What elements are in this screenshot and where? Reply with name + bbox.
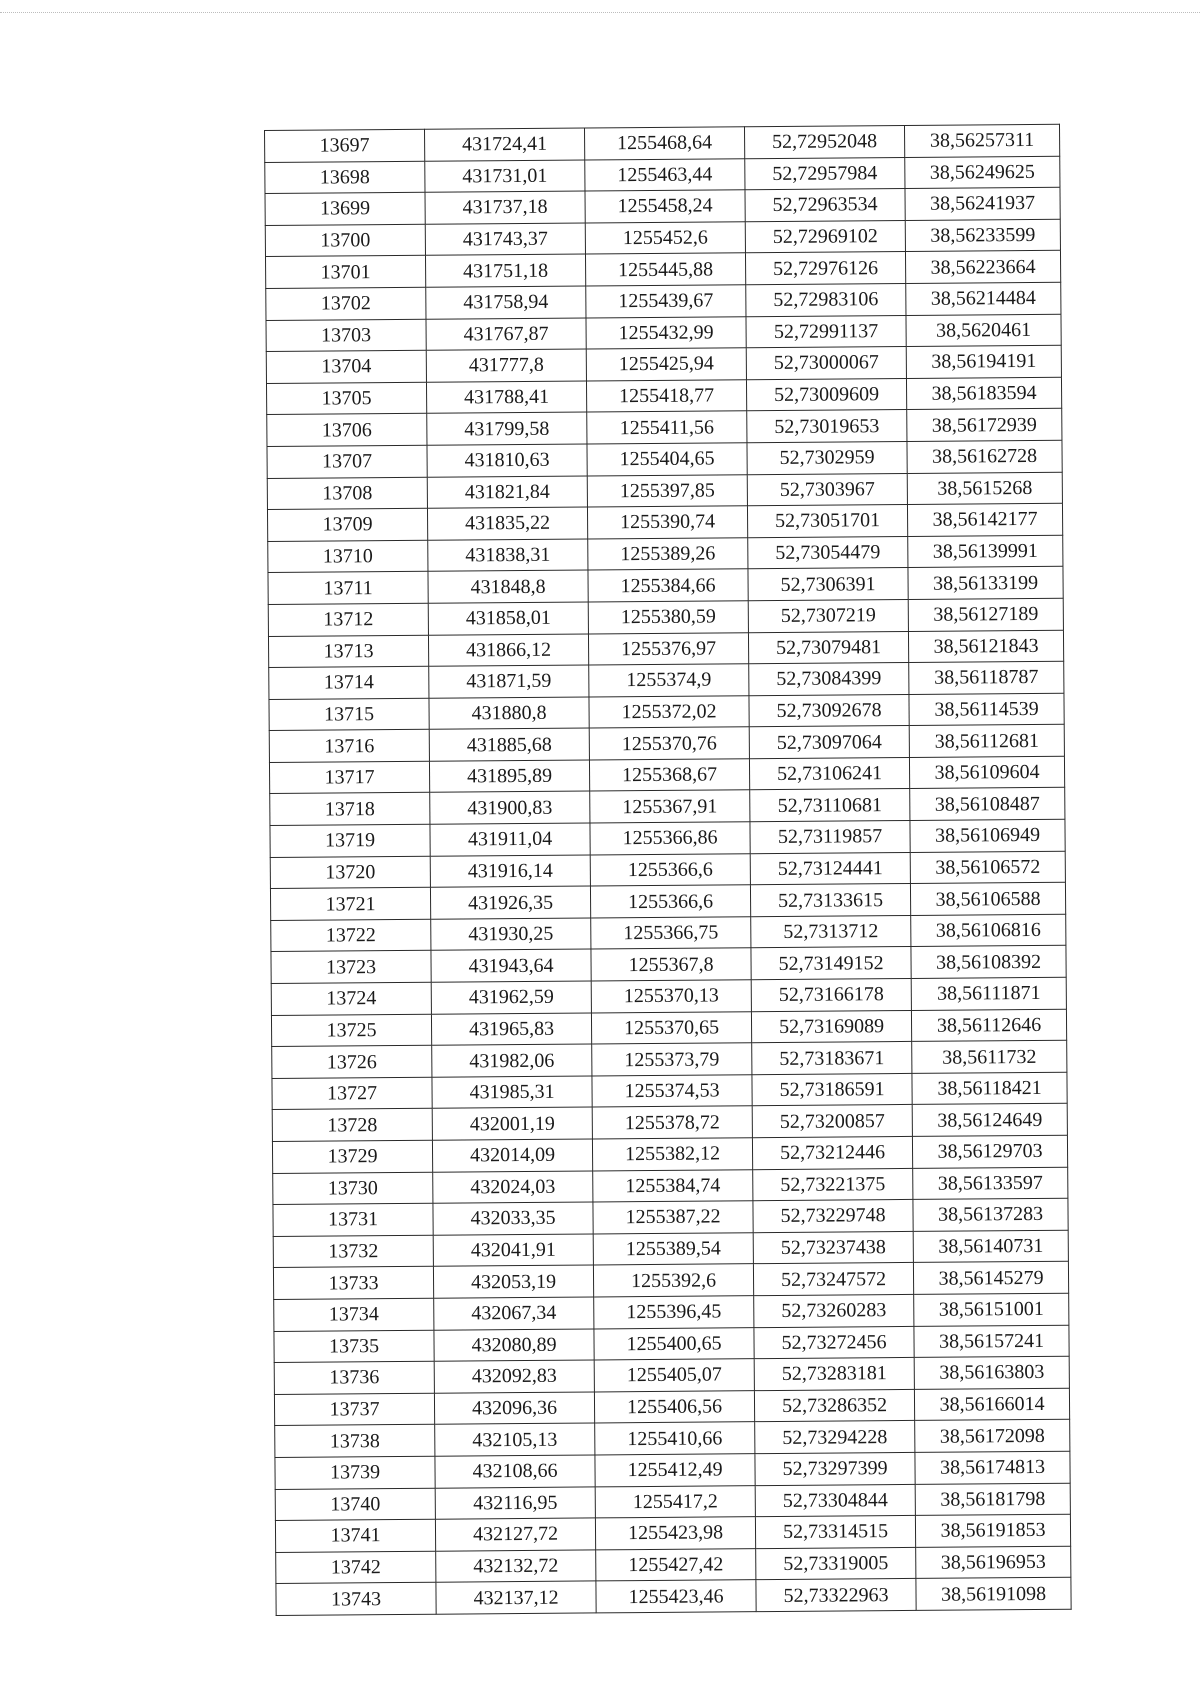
latitude-cell: 52,73106241	[749, 757, 909, 790]
y-coordinate-cell: 1255374,9	[589, 664, 749, 697]
y-coordinate-cell: 1255370,65	[591, 1011, 751, 1044]
y-coordinate-cell: 1255373,79	[592, 1043, 752, 1076]
y-coordinate-cell: 1255412,49	[595, 1454, 755, 1487]
longitude-cell: 38,56112646	[911, 1009, 1066, 1042]
y-coordinate-cell: 1255376,97	[588, 632, 748, 665]
y-coordinate-cell: 1255384,74	[593, 1169, 753, 1202]
latitude-cell: 52,73229748	[753, 1200, 913, 1233]
x-coordinate-cell: 431743,37	[425, 223, 585, 256]
y-coordinate-cell: 1255397,85	[587, 474, 747, 507]
latitude-cell: 52,73294228	[755, 1421, 915, 1454]
longitude-cell: 38,56214484	[906, 282, 1061, 315]
longitude-cell: 38,56191853	[915, 1514, 1070, 1547]
latitude-cell: 52,73084399	[749, 663, 909, 696]
longitude-cell: 38,56162728	[907, 440, 1062, 473]
x-coordinate-cell: 431880,8	[429, 697, 589, 730]
longitude-cell: 38,56151001	[914, 1293, 1069, 1326]
latitude-cell: 52,73297399	[755, 1452, 915, 1485]
point-number-cell: 13701	[265, 256, 425, 289]
latitude-cell: 52,73183671	[752, 1042, 912, 1075]
longitude-cell: 38,5611732	[912, 1040, 1067, 1073]
x-coordinate-cell: 432067,34	[434, 1297, 594, 1330]
y-coordinate-cell: 1255439,67	[586, 285, 746, 318]
x-coordinate-cell: 431858,01	[428, 602, 588, 635]
point-number-cell: 13732	[273, 1235, 433, 1268]
point-number-cell: 13702	[266, 287, 426, 320]
longitude-cell: 38,56106572	[910, 851, 1065, 884]
x-coordinate-cell: 431982,06	[432, 1044, 592, 1077]
latitude-cell: 52,72976126	[745, 252, 905, 285]
latitude-cell: 52,73110681	[750, 789, 910, 822]
x-coordinate-cell: 431810,63	[427, 444, 587, 477]
latitude-cell: 52,73314515	[755, 1516, 915, 1549]
x-coordinate-cell: 432014,09	[432, 1139, 592, 1172]
y-coordinate-cell: 1255374,53	[592, 1075, 752, 1108]
point-number-cell: 13709	[267, 508, 427, 541]
y-coordinate-cell: 1255389,26	[588, 537, 748, 570]
latitude-cell: 52,73124441	[750, 852, 910, 885]
point-number-cell: 13743	[276, 1583, 436, 1616]
point-number-cell: 13697	[265, 129, 425, 162]
point-number-cell: 13711	[268, 572, 428, 605]
latitude-cell: 52,73322963	[756, 1579, 916, 1612]
latitude-cell: 52,73097064	[749, 726, 909, 759]
latitude-cell: 52,73247572	[753, 1263, 913, 1296]
latitude-cell: 52,73019653	[747, 410, 907, 443]
point-number-cell: 13718	[270, 793, 430, 826]
latitude-cell: 52,73000067	[746, 347, 906, 380]
y-coordinate-cell: 1255366,75	[591, 917, 751, 950]
longitude-cell: 38,56249625	[905, 156, 1060, 189]
latitude-cell: 52,73133615	[750, 884, 910, 917]
x-coordinate-cell: 432127,72	[435, 1518, 595, 1551]
latitude-cell: 52,73166178	[751, 978, 911, 1011]
coordinates-table	[264, 124, 1072, 1616]
point-number-cell: 13738	[275, 1425, 435, 1458]
y-coordinate-cell: 1255468,64	[584, 127, 744, 160]
longitude-cell: 38,56223664	[905, 251, 1060, 284]
point-number-cell: 13716	[269, 730, 429, 763]
x-coordinate-cell: 431835,22	[427, 507, 587, 540]
y-coordinate-cell: 1255445,88	[585, 253, 745, 286]
latitude-cell: 52,7302959	[747, 441, 907, 474]
y-coordinate-cell: 1255432,99	[586, 316, 746, 349]
latitude-cell: 52,72957984	[745, 157, 905, 190]
point-number-cell: 13728	[272, 1109, 432, 1142]
latitude-cell: 52,73221375	[753, 1168, 913, 1201]
longitude-cell: 38,56109604	[909, 756, 1064, 789]
longitude-cell: 38,56191098	[916, 1578, 1071, 1611]
point-number-cell: 13721	[270, 887, 430, 920]
x-coordinate-cell: 431767,87	[426, 318, 586, 351]
table-row	[276, 1578, 1071, 1616]
y-coordinate-cell: 1255400,65	[594, 1327, 754, 1360]
latitude-cell: 52,73304844	[755, 1484, 915, 1517]
x-coordinate-cell: 431900,83	[430, 791, 590, 824]
y-coordinate-cell: 1255366,86	[590, 822, 750, 855]
point-number-cell: 13705	[266, 382, 426, 415]
longitude-cell: 38,56196953	[916, 1546, 1071, 1579]
longitude-cell: 38,56111871	[911, 977, 1066, 1010]
point-number-cell: 13714	[269, 666, 429, 699]
longitude-cell: 38,5615268	[907, 472, 1062, 505]
point-number-cell: 13741	[275, 1519, 435, 1552]
y-coordinate-cell: 1255404,65	[587, 443, 747, 476]
longitude-cell: 38,56121843	[908, 630, 1063, 663]
point-number-cell: 13706	[267, 414, 427, 447]
longitude-cell: 38,56166014	[914, 1388, 1069, 1421]
y-coordinate-cell: 1255410,66	[595, 1422, 755, 1455]
longitude-cell: 38,56257311	[904, 124, 1059, 157]
y-coordinate-cell: 1255382,12	[592, 1138, 752, 1171]
y-coordinate-cell: 1255389,54	[593, 1232, 753, 1265]
x-coordinate-cell: 431758,94	[426, 286, 586, 319]
point-number-cell: 13712	[268, 603, 428, 636]
x-coordinate-cell: 432137,12	[436, 1581, 596, 1614]
point-number-cell: 13715	[269, 698, 429, 731]
longitude-cell: 38,56106816	[911, 914, 1066, 947]
y-coordinate-cell: 1255372,02	[589, 695, 749, 728]
y-coordinate-cell: 1255366,6	[590, 885, 750, 918]
longitude-cell: 38,56114539	[909, 693, 1064, 726]
longitude-cell: 38,56172939	[907, 409, 1062, 442]
coordinates-table-body	[265, 124, 1072, 1615]
latitude-cell: 52,72963534	[745, 189, 905, 222]
latitude-cell: 52,7303967	[747, 473, 907, 506]
x-coordinate-cell: 432096,36	[434, 1392, 594, 1425]
y-coordinate-cell: 1255370,13	[591, 980, 751, 1013]
latitude-cell: 52,73200857	[752, 1105, 912, 1138]
point-number-cell: 13722	[271, 919, 431, 952]
point-number-cell: 13710	[268, 540, 428, 573]
longitude-cell: 38,56233599	[905, 219, 1060, 252]
y-coordinate-cell: 1255392,6	[593, 1264, 753, 1297]
x-coordinate-cell: 431943,64	[431, 949, 591, 982]
longitude-cell: 38,56194191	[906, 345, 1061, 378]
latitude-cell: 52,73119857	[750, 821, 910, 854]
longitude-cell: 38,56241937	[905, 187, 1060, 220]
x-coordinate-cell: 432041,91	[433, 1234, 593, 1267]
latitude-cell: 52,73079481	[748, 631, 908, 664]
point-number-cell: 13736	[274, 1361, 434, 1394]
y-coordinate-cell: 1255423,46	[596, 1580, 756, 1613]
point-number-cell: 13708	[267, 477, 427, 510]
x-coordinate-cell: 432080,89	[434, 1329, 594, 1362]
point-number-cell: 13704	[266, 350, 426, 383]
longitude-cell: 38,56139991	[908, 535, 1063, 568]
y-coordinate-cell: 1255396,45	[594, 1296, 754, 1329]
point-number-cell: 13740	[275, 1488, 435, 1521]
x-coordinate-cell: 431799,58	[427, 412, 587, 445]
point-number-cell: 13730	[273, 1172, 433, 1205]
longitude-cell: 38,56133199	[908, 567, 1063, 600]
y-coordinate-cell: 1255380,59	[588, 601, 748, 634]
x-coordinate-cell: 431985,31	[432, 1076, 592, 1109]
longitude-cell: 38,56106588	[910, 882, 1065, 915]
latitude-cell: 52,7306391	[748, 568, 908, 601]
x-coordinate-cell: 431916,14	[430, 855, 590, 888]
x-coordinate-cell: 431788,41	[426, 381, 586, 414]
x-coordinate-cell: 432116,95	[435, 1486, 595, 1519]
x-coordinate-cell: 432053,19	[433, 1265, 593, 1298]
x-coordinate-cell: 431838,31	[428, 539, 588, 572]
longitude-cell: 38,56127189	[908, 598, 1063, 631]
latitude-cell: 52,73009609	[746, 378, 906, 411]
point-number-cell: 13703	[266, 319, 426, 352]
latitude-cell: 52,7307219	[748, 599, 908, 632]
point-number-cell: 13713	[268, 635, 428, 668]
y-coordinate-cell: 1255417,2	[595, 1485, 755, 1518]
longitude-cell: 38,56174813	[915, 1451, 1070, 1484]
point-number-cell: 13733	[273, 1267, 433, 1300]
x-coordinate-cell: 431737,18	[425, 191, 585, 224]
y-coordinate-cell: 1255367,8	[591, 948, 751, 981]
y-coordinate-cell: 1255418,77	[586, 379, 746, 412]
y-coordinate-cell: 1255367,91	[590, 790, 750, 823]
point-number-cell: 13699	[265, 192, 425, 225]
y-coordinate-cell: 1255427,42	[596, 1548, 756, 1581]
y-coordinate-cell: 1255378,72	[592, 1106, 752, 1139]
x-coordinate-cell: 431895,89	[429, 760, 589, 793]
x-coordinate-cell: 431777,8	[426, 349, 586, 382]
latitude-cell: 52,73051701	[747, 505, 907, 538]
y-coordinate-cell: 1255387,22	[593, 1201, 753, 1234]
latitude-cell: 52,72991137	[746, 315, 906, 348]
latitude-cell: 52,73169089	[751, 1010, 911, 1043]
x-coordinate-cell: 431926,35	[430, 886, 590, 919]
longitude-cell: 38,56133597	[913, 1167, 1068, 1200]
longitude-cell: 38,56124649	[912, 1104, 1067, 1137]
longitude-cell: 38,56157241	[914, 1325, 1069, 1358]
latitude-cell: 52,73237438	[753, 1231, 913, 1264]
y-coordinate-cell: 1255452,6	[585, 222, 745, 255]
longitude-cell: 38,56145279	[913, 1262, 1068, 1295]
x-coordinate-cell: 431965,83	[431, 1013, 591, 1046]
x-coordinate-cell: 431962,59	[431, 981, 591, 1014]
point-number-cell: 13742	[276, 1551, 436, 1584]
latitude-cell: 52,73272456	[754, 1326, 914, 1359]
point-number-cell: 13734	[274, 1298, 434, 1331]
latitude-cell: 52,73092678	[749, 694, 909, 727]
y-coordinate-cell: 1255366,6	[590, 853, 750, 886]
point-number-cell: 13724	[271, 982, 431, 1015]
latitude-cell: 52,72983106	[746, 283, 906, 316]
point-number-cell: 13723	[271, 951, 431, 984]
y-coordinate-cell: 1255370,76	[589, 727, 749, 760]
x-coordinate-cell: 431885,68	[429, 728, 589, 761]
x-coordinate-cell: 431866,12	[428, 633, 588, 666]
longitude-cell: 38,56118787	[909, 661, 1064, 694]
y-coordinate-cell: 1255463,44	[585, 158, 745, 191]
longitude-cell: 38,56108392	[911, 946, 1066, 979]
longitude-cell: 38,56183594	[906, 377, 1061, 410]
x-coordinate-cell: 431731,01	[425, 160, 585, 193]
longitude-cell: 38,56181798	[915, 1483, 1070, 1516]
latitude-cell: 52,73260283	[754, 1294, 914, 1327]
x-coordinate-cell: 431911,04	[430, 823, 590, 856]
y-coordinate-cell: 1255425,94	[586, 348, 746, 381]
point-number-cell: 13739	[275, 1456, 435, 1489]
x-coordinate-cell: 432105,13	[435, 1423, 595, 1456]
point-number-cell: 13737	[274, 1393, 434, 1426]
scan-edge-line	[0, 12, 1200, 13]
longitude-cell: 38,56172098	[915, 1420, 1070, 1453]
latitude-cell: 52,73149152	[751, 947, 911, 980]
y-coordinate-cell: 1255423,98	[595, 1517, 755, 1550]
x-coordinate-cell: 432001,19	[432, 1107, 592, 1140]
y-coordinate-cell: 1255458,24	[585, 190, 745, 223]
longitude-cell: 38,56129703	[912, 1135, 1067, 1168]
y-coordinate-cell: 1255384,66	[588, 569, 748, 602]
x-coordinate-cell: 431821,84	[427, 476, 587, 509]
point-number-cell: 13700	[265, 224, 425, 257]
latitude-cell: 52,7313712	[751, 915, 911, 948]
latitude-cell: 52,73212446	[752, 1136, 912, 1169]
x-coordinate-cell: 431724,41	[424, 128, 584, 161]
latitude-cell: 52,72969102	[745, 220, 905, 253]
x-coordinate-cell: 432033,35	[433, 1202, 593, 1235]
point-number-cell: 13698	[265, 161, 425, 194]
y-coordinate-cell: 1255411,56	[587, 411, 747, 444]
x-coordinate-cell: 431930,25	[431, 918, 591, 951]
longitude-cell: 38,56137283	[913, 1198, 1068, 1231]
x-coordinate-cell: 432108,66	[435, 1455, 595, 1488]
latitude-cell: 52,72952048	[744, 125, 904, 158]
latitude-cell: 52,73186591	[752, 1073, 912, 1106]
x-coordinate-cell: 432024,03	[433, 1171, 593, 1204]
x-coordinate-cell: 431848,8	[428, 570, 588, 603]
point-number-cell: 13735	[274, 1330, 434, 1363]
y-coordinate-cell: 1255368,67	[589, 759, 749, 792]
latitude-cell: 52,73283181	[754, 1358, 914, 1391]
x-coordinate-cell: 432092,83	[434, 1360, 594, 1393]
point-number-cell: 13717	[269, 761, 429, 794]
longitude-cell: 38,56142177	[907, 503, 1062, 536]
longitude-cell: 38,56140731	[913, 1230, 1068, 1263]
y-coordinate-cell: 1255390,74	[587, 506, 747, 539]
point-number-cell: 13731	[273, 1203, 433, 1236]
longitude-cell: 38,56106949	[910, 819, 1065, 852]
point-number-cell: 13727	[272, 1077, 432, 1110]
x-coordinate-cell: 431751,18	[425, 254, 585, 287]
point-number-cell: 13707	[267, 445, 427, 478]
x-coordinate-cell: 432132,72	[436, 1550, 596, 1583]
latitude-cell: 52,73286352	[754, 1389, 914, 1422]
longitude-cell: 38,5620461	[906, 314, 1061, 347]
point-number-cell: 13729	[272, 1140, 432, 1173]
x-coordinate-cell: 431871,59	[429, 665, 589, 698]
point-number-cell: 13719	[270, 824, 430, 857]
longitude-cell: 38,56118421	[912, 1072, 1067, 1105]
longitude-cell: 38,56108487	[910, 788, 1065, 821]
point-number-cell: 13726	[272, 1045, 432, 1078]
longitude-cell: 38,56112681	[909, 725, 1064, 758]
point-number-cell: 13725	[271, 1014, 431, 1047]
longitude-cell: 38,56163803	[914, 1356, 1069, 1389]
y-coordinate-cell: 1255405,07	[594, 1359, 754, 1392]
y-coordinate-cell: 1255406,56	[594, 1390, 754, 1423]
latitude-cell: 52,73054479	[748, 536, 908, 569]
point-number-cell: 13720	[270, 856, 430, 889]
latitude-cell: 52,73319005	[756, 1547, 916, 1580]
